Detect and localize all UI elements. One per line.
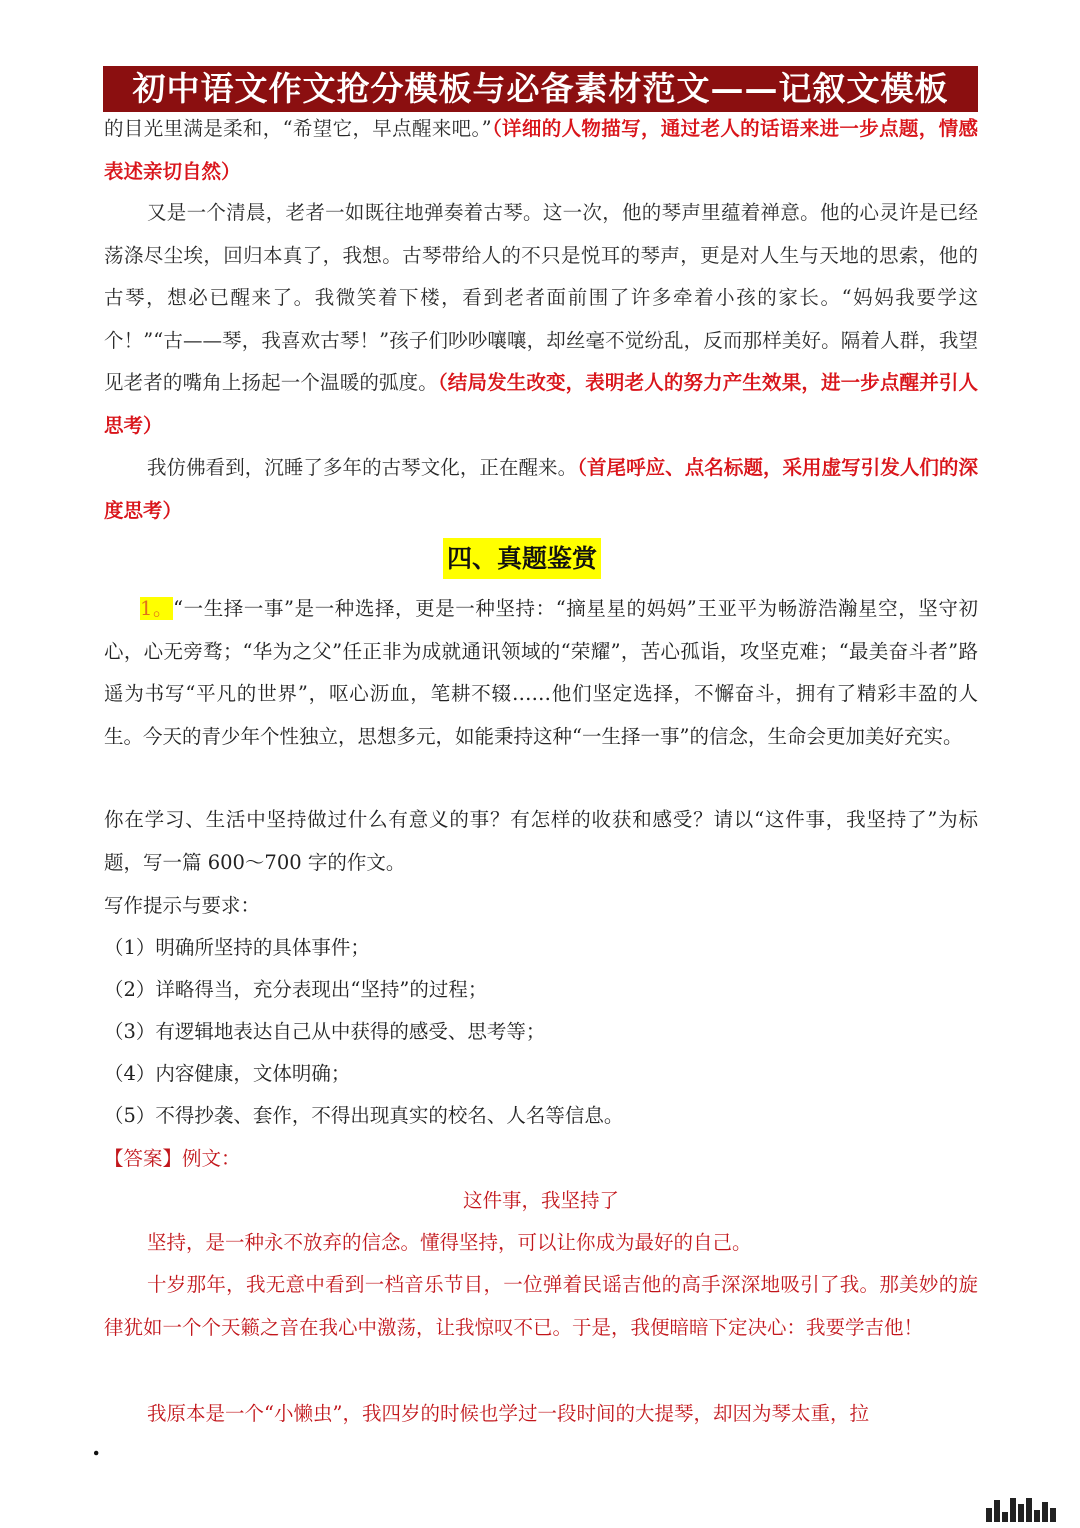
requirement-item: （4）内容健康，文体明确； — [104, 1062, 351, 1085]
requirement-item: （3）有逻辑地表达自己从中获得的感受、思考等； — [104, 1020, 546, 1043]
essay-paragraph-3 — [104, 447, 978, 532]
essay-paragraph-3-text: 我仿佛看到，沉睡了多年的古琴文化，正在醒来。 — [147, 456, 578, 479]
essay-paragraph-2-note: （结局发生改变，表明老人的努力产生效果，进一步点醒并引人思考） — [104, 371, 978, 437]
requirements-title: 写作提示与要求： — [104, 894, 261, 917]
essay-paragraph-3-note: （首尾呼应、点名标题，采用虚写引发人们的深度思考） — [104, 456, 978, 522]
trailing-mark: . — [92, 1432, 101, 1461]
question-number: 1。 — [140, 597, 174, 620]
answer-paragraph-3: 我原本是一个“小懒虫”，我四岁的时候也学过一段时间的大提琴，却因为琴太重，拉 — [147, 1402, 869, 1425]
answer-paragraph-2: 十岁那年，我无意中看到一档音乐节目，一位弹着民谣吉他的高手深深地吸引了我。那美妙的旋律犹如一个个天籁之音在我心中激荡，让我惊叹不已。于是，我便暗暗下定决心：我要学吉他！ — [104, 1273, 978, 1339]
essay-paragraph-1-text: 的目光里满是柔和，“希望它，早点醒来吧。” — [104, 117, 492, 140]
question-intro-text: “一生择一事”是一种选择，更是一种坚持：“摘星星的妈妈”王亚平为畅游浩瀚星空，坚守初心，心无旁骛；“华为之父”任正非为成就通讯领域的“荣耀”，苦心孤诣，攻坚克难；“最美奋斗者”路遥为书写“平凡的世界”，呕心沥血，笔耕不辍……他们坚定选择，不懈奋斗，拥有了精彩丰盈的人生。今天的青少年个性独立，思想多元，如能秉持这种“一生择一事”的信念，生命会更加美好充实。 — [104, 597, 978, 748]
essay-paragraph-1 — [104, 108, 978, 193]
requirement-item: （2）详略得当，充分表现出“坚持”的过程； — [104, 978, 488, 1001]
question-prompt: 你在学习、生活中坚持做过什么有意义的事？有怎样的收获和感受？请以“这件事，我坚持了”为标题，写一篇 600～700 字的作文。 — [104, 808, 978, 874]
answer-paragraph-1: 坚持，是一种永不放弃的信念。懂得坚持，可以让你成为最好的自己。 — [147, 1231, 752, 1254]
essay-paragraph-1-note: （详细的人物描写，通过老人的话语来进一步点题，情感表述亲切自然） — [104, 117, 978, 183]
section-heading: 四、真题鉴赏 — [443, 538, 601, 579]
essay-paragraph-2-text: 又是一个清晨，老者一如既往地弹奏着古琴。这一次，他的琴声里蕴着禅意。他的心灵许是已经荡涤尽尘埃，回归本真了，我想。古琴带给人的不只是悦耳的琴声，更是对人生与天地的思索，他的古琴，想必已醒来了。我微笑着下楼，看到老者面前围了许多牵着小孩的家长。“妈妈我要学这个！”“古——琴，我喜欢古琴！”孩子们吵吵嚷嚷，却丝毫不觉纷乱，反而那样美好。隔着人群，我望见老者的嘴角上扬起一个温暖的弧度。 — [104, 201, 978, 394]
question-intro — [104, 588, 978, 758]
page-banner-title: 初中语文作文抢分模板与必备素材范文——记叙文模板 — [103, 66, 978, 112]
answer-label: 【答案】例文： — [104, 1147, 241, 1170]
requirement-item: （5）不得抄袭、套作，不得出现真实的校名、人名等信息。 — [104, 1104, 624, 1127]
watermark-bars-icon — [986, 1498, 1056, 1522]
answer-essay-title: 这件事，我坚持了 — [462, 1189, 619, 1212]
essay-paragraph-2 — [104, 192, 978, 447]
requirement-item: （1）明确所坚持的具体事件； — [104, 936, 370, 959]
